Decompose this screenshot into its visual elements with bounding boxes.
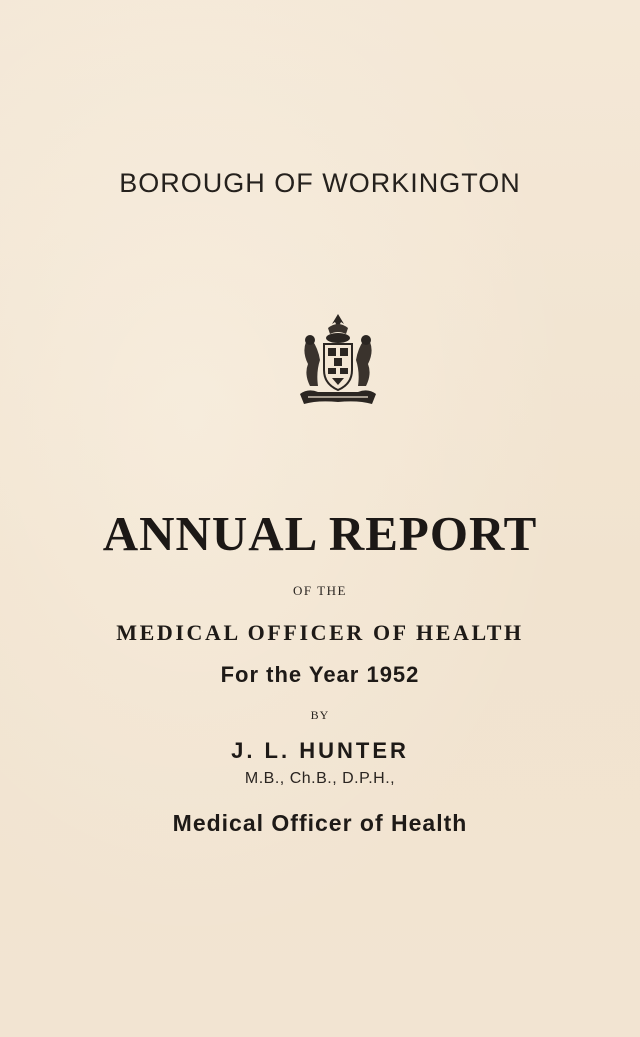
author-role: Medical Officer of Health (172, 810, 468, 836)
by-text: BY (310, 708, 330, 722)
borough-heading: BOROUGH OF WORKINGTON (119, 168, 521, 198)
coat-of-arms-icon (298, 312, 378, 412)
of-the-text: OF THE (293, 583, 347, 598)
report-year: For the Year 1952 (220, 662, 420, 687)
author-qualifications: M.B., Ch.B., D.P.H., (244, 770, 396, 787)
report-subtitle: MEDICAL OFFICER OF HEALTH (116, 620, 524, 645)
author-name: J. L. HUNTER (231, 738, 409, 763)
report-title: ANNUAL REPORT (102, 506, 538, 561)
